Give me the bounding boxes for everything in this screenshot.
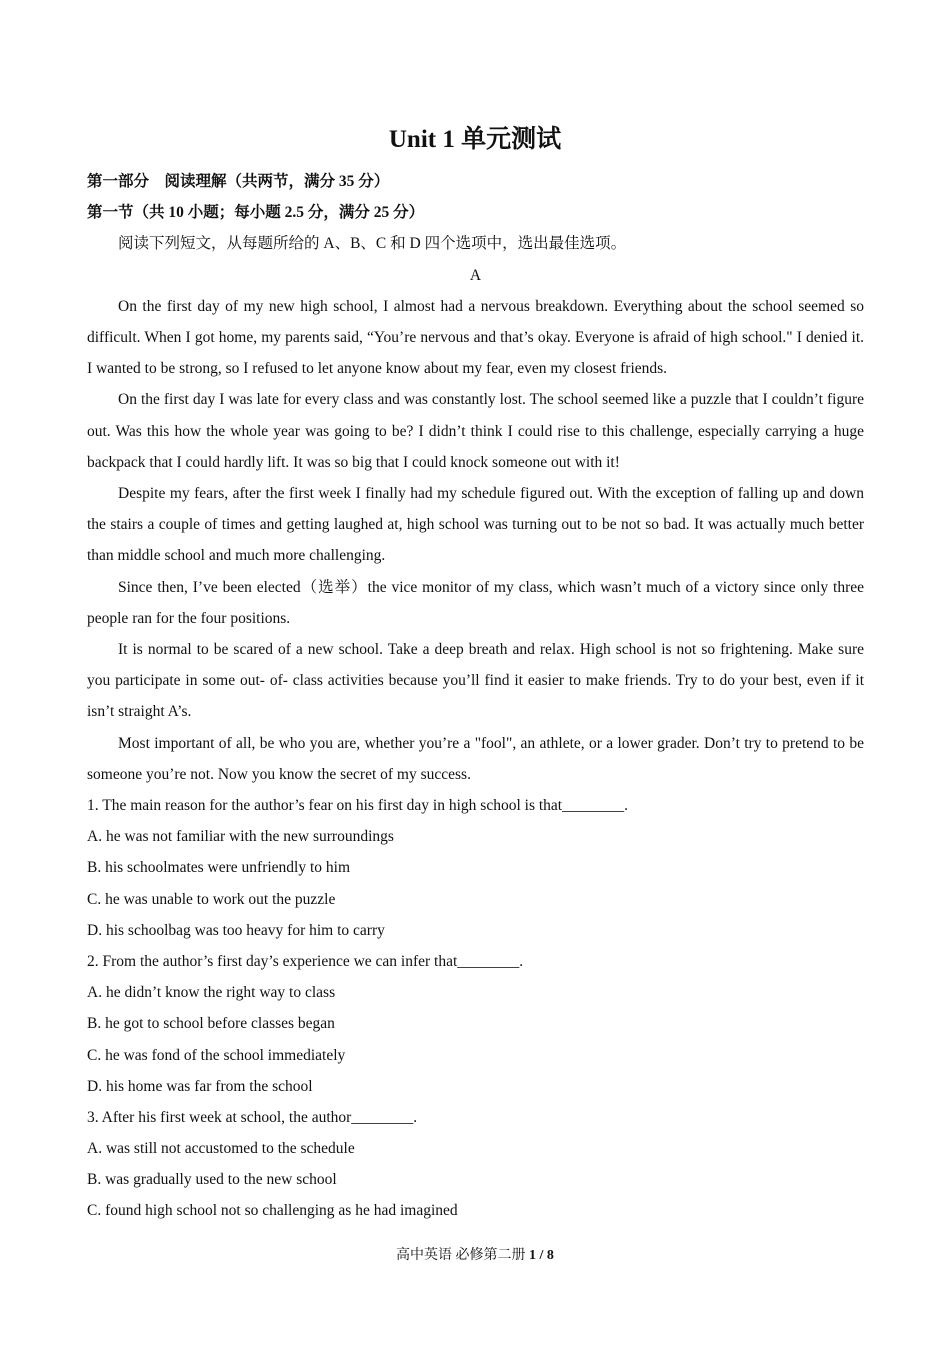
answer-option: C. found high school not so challenging as he had imagined	[87, 1202, 458, 1220]
question-2	[87, 946, 864, 1102]
question-3	[87, 1102, 864, 1227]
passage-paragraph: Despite my fears, after the first week I finally had my schedule figured out. With the exception of falling up and down the stairs a couple of times and getting laughed at, high school was turning out to be not so bad. It was actually much better than middle school and much more challenging.	[87, 484, 864, 565]
answer-option: C. he was fond of the school immediately	[87, 1046, 346, 1064]
instructions: 阅读下列短文，从每题所给的 A、B、C 和 D 四个选项中，选出最佳选项。	[118, 235, 627, 253]
document-body	[87, 166, 864, 1227]
answer-option: B. his schoolmates were unfriendly to him	[87, 859, 351, 877]
answer-option: D. his schoolbag was too heavy for him to carry	[87, 921, 385, 939]
answer-option: A. was still not accustomed to the schedule	[87, 1140, 355, 1158]
question-1	[87, 790, 864, 946]
answer-option: D. his home was far from the school	[87, 1077, 313, 1095]
page-number: 1 / 8	[529, 1248, 554, 1263]
answer-option: B. he got to school before classes began	[87, 1015, 335, 1033]
page-footer	[0, 1245, 950, 1267]
passage-label: A	[469, 266, 482, 284]
passage-paragraph: On the first day of my new high school, I almost had a nervous breakdown. Everything about the school seemed so difficult. When I got home, my parents said, “You’re nervous and that’s okay. Everyone is afraid of high school." I denied it. I wanted to be strong, so I refused to let anyone know about my fear, even my closest friends.	[87, 297, 864, 378]
passage-paragraph: On the first day I was late for every class and was constantly lost. The school seemed like a puzzle that I couldn’t figure out. Was this how the whole year was going to be? I didn’t think I could rise to this challenge, especially carrying a huge backpack that I could hardly lift. It was so big that I could knock someone out with it!	[87, 391, 864, 471]
question-stem: 2. From the author’s first day’s experience we can infer that________.	[87, 952, 524, 970]
answer-option: B. was gradually used to the new school	[87, 1171, 337, 1189]
answer-option: A. he was not familiar with the new surroundings	[87, 828, 394, 846]
answer-option: A. he didn’t know the right way to class	[87, 984, 336, 1002]
footer-course: 高中英语 必修第二册	[396, 1248, 530, 1263]
part-header: 第一部分 阅读理解（共两节，满分 35 分）	[87, 173, 390, 190]
passage-paragraph: Most important of all, be who you are, whether you’re a "fool", an athlete, or a lower grader. Don’t try to pretend to be someone you’re not. Now you know the secret of my success.	[87, 734, 864, 783]
passage-paragraph: Since then, I’ve been elected（选举）the vice monitor of my class, which wasn’t much of a victory since only three people ran for the four positions.	[87, 578, 864, 627]
answer-option: C. he was unable to work out the puzzle	[87, 890, 336, 908]
question-stem: 1. The main reason for the author’s fear on his first day in high school is that________.	[87, 797, 628, 814]
question-stem: 3. After his first week at school, the author________.	[87, 1108, 418, 1126]
page-title: Unit 1 单元测试	[388, 126, 562, 153]
section-header: 第一节（共 10 小题；每小题 2.5 分，满分 25 分）	[87, 204, 425, 222]
passage-paragraph: It is normal to be scared of a new school. Take a deep breath and relax. High school is not so frightening. Make sure you participate in some out- of- class activities because you’ll find it easier to make friends. Try to do your best, even if it isn’t straight A’s.	[87, 640, 864, 721]
